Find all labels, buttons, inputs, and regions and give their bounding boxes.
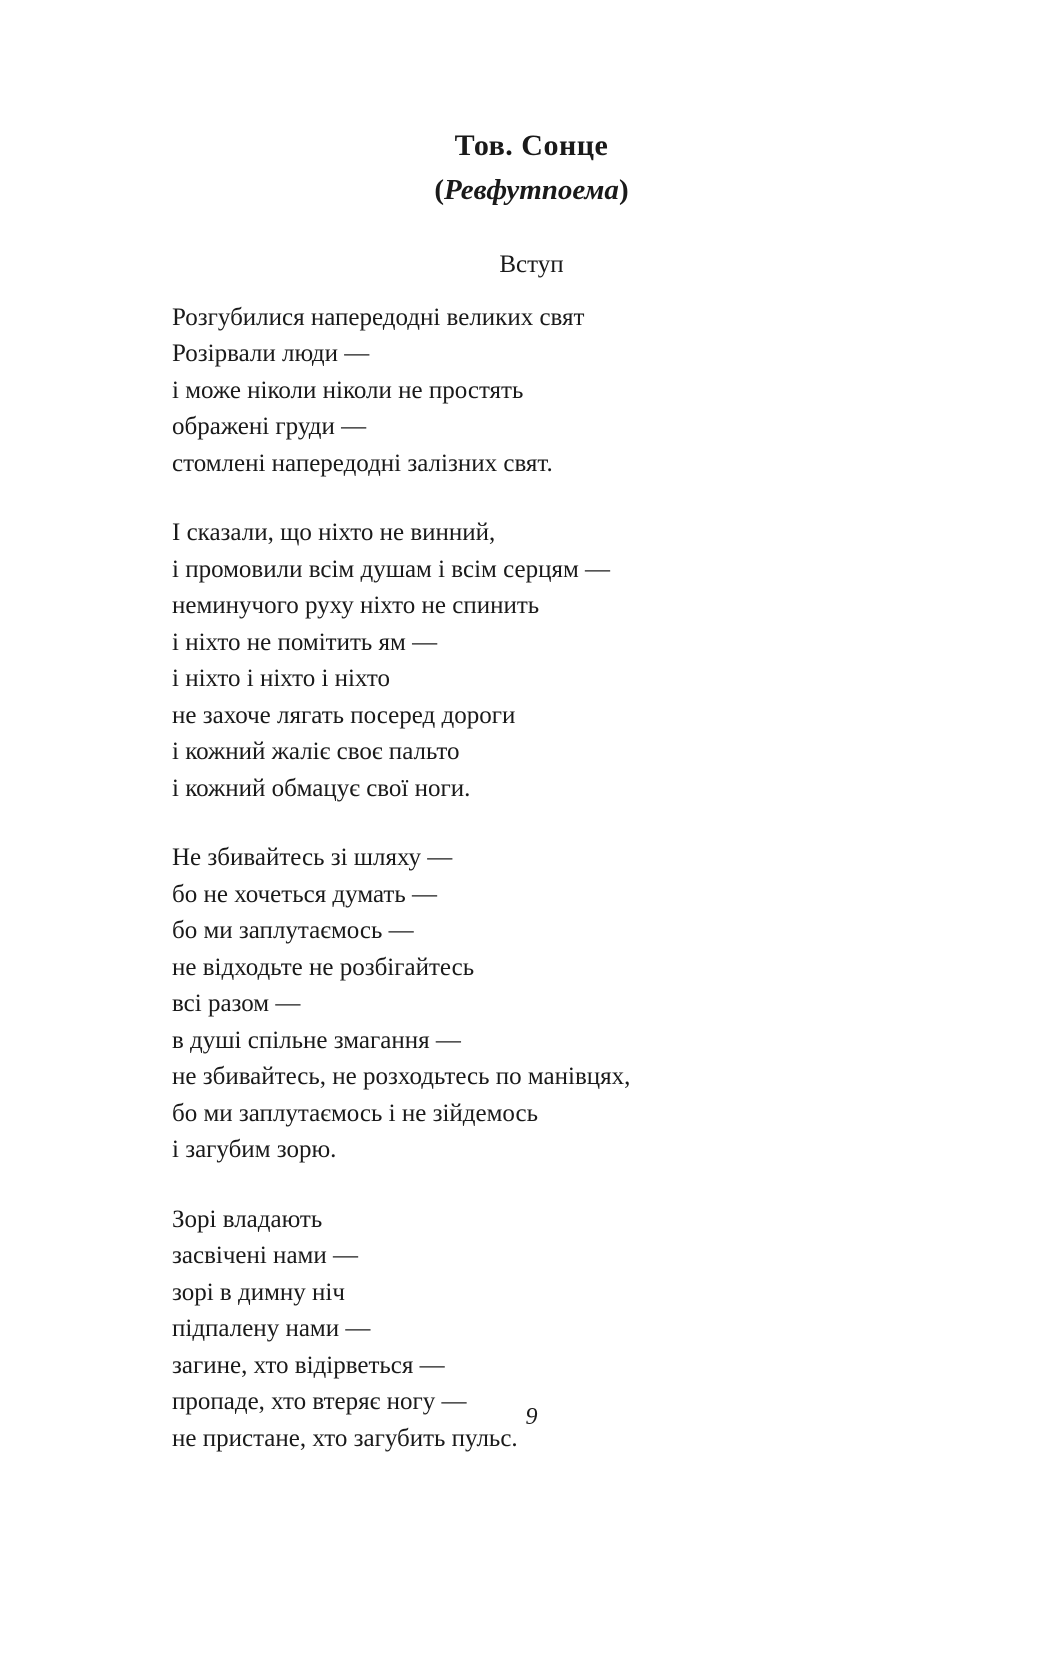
poem-line: і може ніколи ніколи не простять [172,376,524,404]
subtitle-genre: Ревфутпоема [444,174,619,206]
poem-line: бо ми заплутаємось і не зійдемось [172,1099,539,1127]
poem-line: загине, хто відірветься — [172,1351,445,1379]
subtitle-open-paren: ( [434,174,445,206]
poem-line: І сказали, що ніхто не винний, [172,519,496,547]
poem-line: Розгубилися напередодні великих свят [172,303,585,331]
stanza [172,840,1063,1169]
poem-line: і промовили всім душам і всім серцям — [172,555,611,583]
page-title: Тов. Сонце [454,129,609,162]
poem-line: бо не хочеться думать — [172,880,438,908]
poem-line: не збивайтесь, не розходьтесь по манівцях, [172,1063,631,1091]
poem-line: Зорі владають [172,1205,323,1233]
poem-line: ображені груди — [172,413,367,441]
poem-line: бо ми заплутаємось — [172,917,414,945]
poem-line: і загубим зорю. [172,1136,337,1164]
poem-line: і ніхто і ніхто і ніхто [172,665,390,693]
poem-line: не відходьте не розбігайтесь [172,953,475,981]
poem-line: і кожний жаліє своє пальто [172,738,460,766]
poem-line: і ніхто не помітить ям — [172,628,438,656]
poem-line: в душі спільне змагання — [172,1026,461,1054]
poem-line: зорі в димну ніч [172,1278,345,1306]
poem-line: Розірвали люди — [172,340,370,368]
poem-line: всі разом — [172,990,301,1018]
poem-line: і кожний обмацує свої ноги. [172,774,471,802]
poem-line: засвічені нами — [172,1242,358,1270]
poem-line: Не збивайтесь зі шляху — [172,844,453,872]
subtitle-close-paren: ) [618,174,629,206]
poem-line: не захоче лягать посеред дороги [172,701,516,729]
section-heading: Вступ [499,250,564,278]
stanza [172,515,1063,807]
poem-line: підпалену нами — [172,1315,371,1343]
poem-line: неминучого руху ніхто не спинить [172,592,540,620]
poem-line: стомлені напередодні залізних свят. [172,449,553,477]
stanza [172,300,1063,483]
poem-line: пропаде, хто втеряє ногу — [172,1388,467,1416]
poem-subtitle [0,173,1063,208]
poem-line: не пристане, хто загубить пульс. [172,1424,518,1452]
page-number: 9 [525,1404,538,1430]
poem-body [0,300,1063,1458]
